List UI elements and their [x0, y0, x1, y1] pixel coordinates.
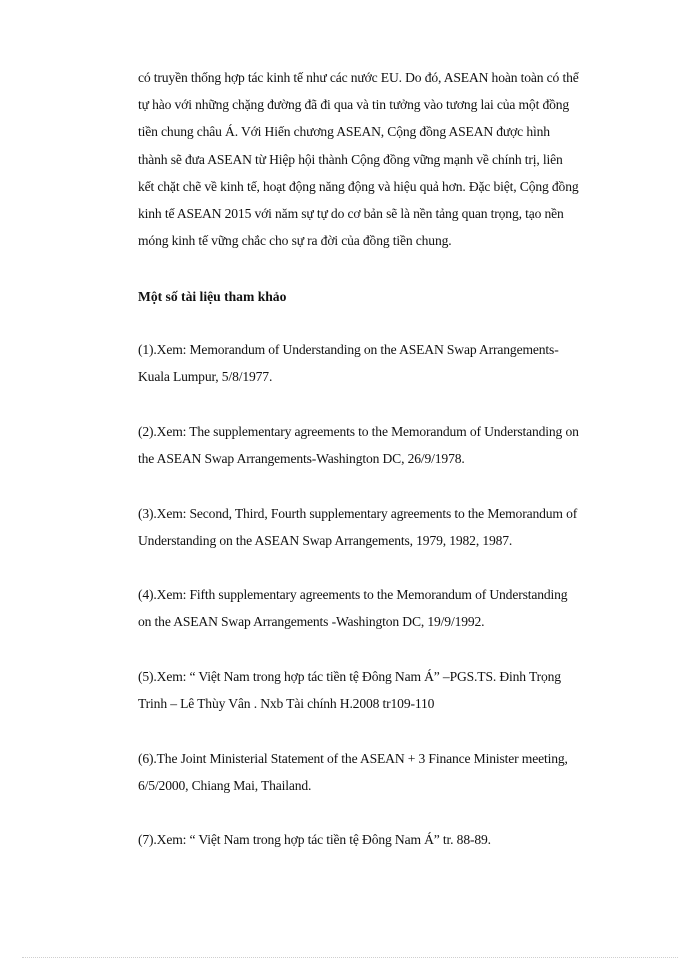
body-paragraph [138, 64, 638, 254]
reference-line: on the ASEAN Swap Arrangements -Washington DC, 19/9/1992. [138, 614, 485, 630]
reference-line: (2).Xem: The supplementary agreements to the Memorandum of Understanding on [138, 424, 579, 439]
references-heading: Một số tài liệu tham khảo [138, 289, 287, 304]
body-line: tiền chung châu Á. Với Hiến chương ASEAN, Cộng đồng ASEAN được hình [138, 124, 550, 140]
reference-line: (4).Xem: Fifth supplementary agreements to the Memorandum of Understanding [138, 587, 568, 602]
reference-item [138, 500, 577, 554]
reference-item [138, 745, 568, 799]
reference-item [138, 663, 561, 717]
body-line: có truyền thống hợp tác kinh tế như các nước EU. Do đó, ASEAN hoàn toàn có thể [138, 70, 579, 85]
reference-line: Kuala Lumpur, 5/8/1977. [138, 369, 273, 385]
body-line: kết chặt chẽ về kinh tế, hoạt động năng động và hiệu quả hơn. Đặc biệt, Cộng đồng [138, 178, 579, 194]
reference-line: (6).The Joint Ministerial Statement of the ASEAN + 3 Finance Minister meeting, [138, 751, 568, 766]
reference-line: Understanding on the ASEAN Swap Arrangements, 1979, 1982, 1987. [138, 533, 513, 549]
body-line: kinh tế ASEAN 2015 với năm sự tự do cơ bản sẽ là nền tảng quan trọng, tạo nền [138, 206, 564, 222]
reference-line: (1).Xem: Memorandum of Understanding on the ASEAN Swap Arrangements- [138, 342, 559, 357]
body-line: tự hào với những chặng đường đã đi qua và tin tưởng vào tương lai của một đồng [138, 97, 570, 113]
reference-line: (5).Xem: “ Việt Nam trong hợp tác tiền tệ Đông Nam Á” –PGS.TS. Đinh Trọng [138, 669, 561, 684]
body-line: thành sẽ đưa ASEAN từ Hiệp hội thành Cộng đồng vững mạnh về chính trị, liên [138, 151, 563, 167]
reference-line: (7).Xem: “ Việt Nam trong hợp tác tiền tệ Đông Nam Á” tr. 88-89. [138, 832, 491, 847]
reference-item [138, 826, 491, 853]
reference-item [138, 418, 579, 472]
reference-line: 6/5/2000, Chiang Mai, Thailand. [138, 778, 312, 794]
reference-line: Trinh – Lê Thùy Vân . Nxb Tài chính H.2008 tr109-110 [138, 696, 435, 712]
page-bottom-divider [22, 957, 678, 958]
body-line: móng kinh tế vững chắc cho sự ra đời của đồng tiền chung. [138, 233, 452, 249]
reference-item [138, 336, 559, 390]
reference-item [138, 581, 567, 635]
reference-line: the ASEAN Swap Arrangements-Washington DC, 26/9/1978. [138, 451, 465, 467]
reference-line: (3).Xem: Second, Third, Fourth supplementary agreements to the Memorandum of [138, 506, 578, 521]
